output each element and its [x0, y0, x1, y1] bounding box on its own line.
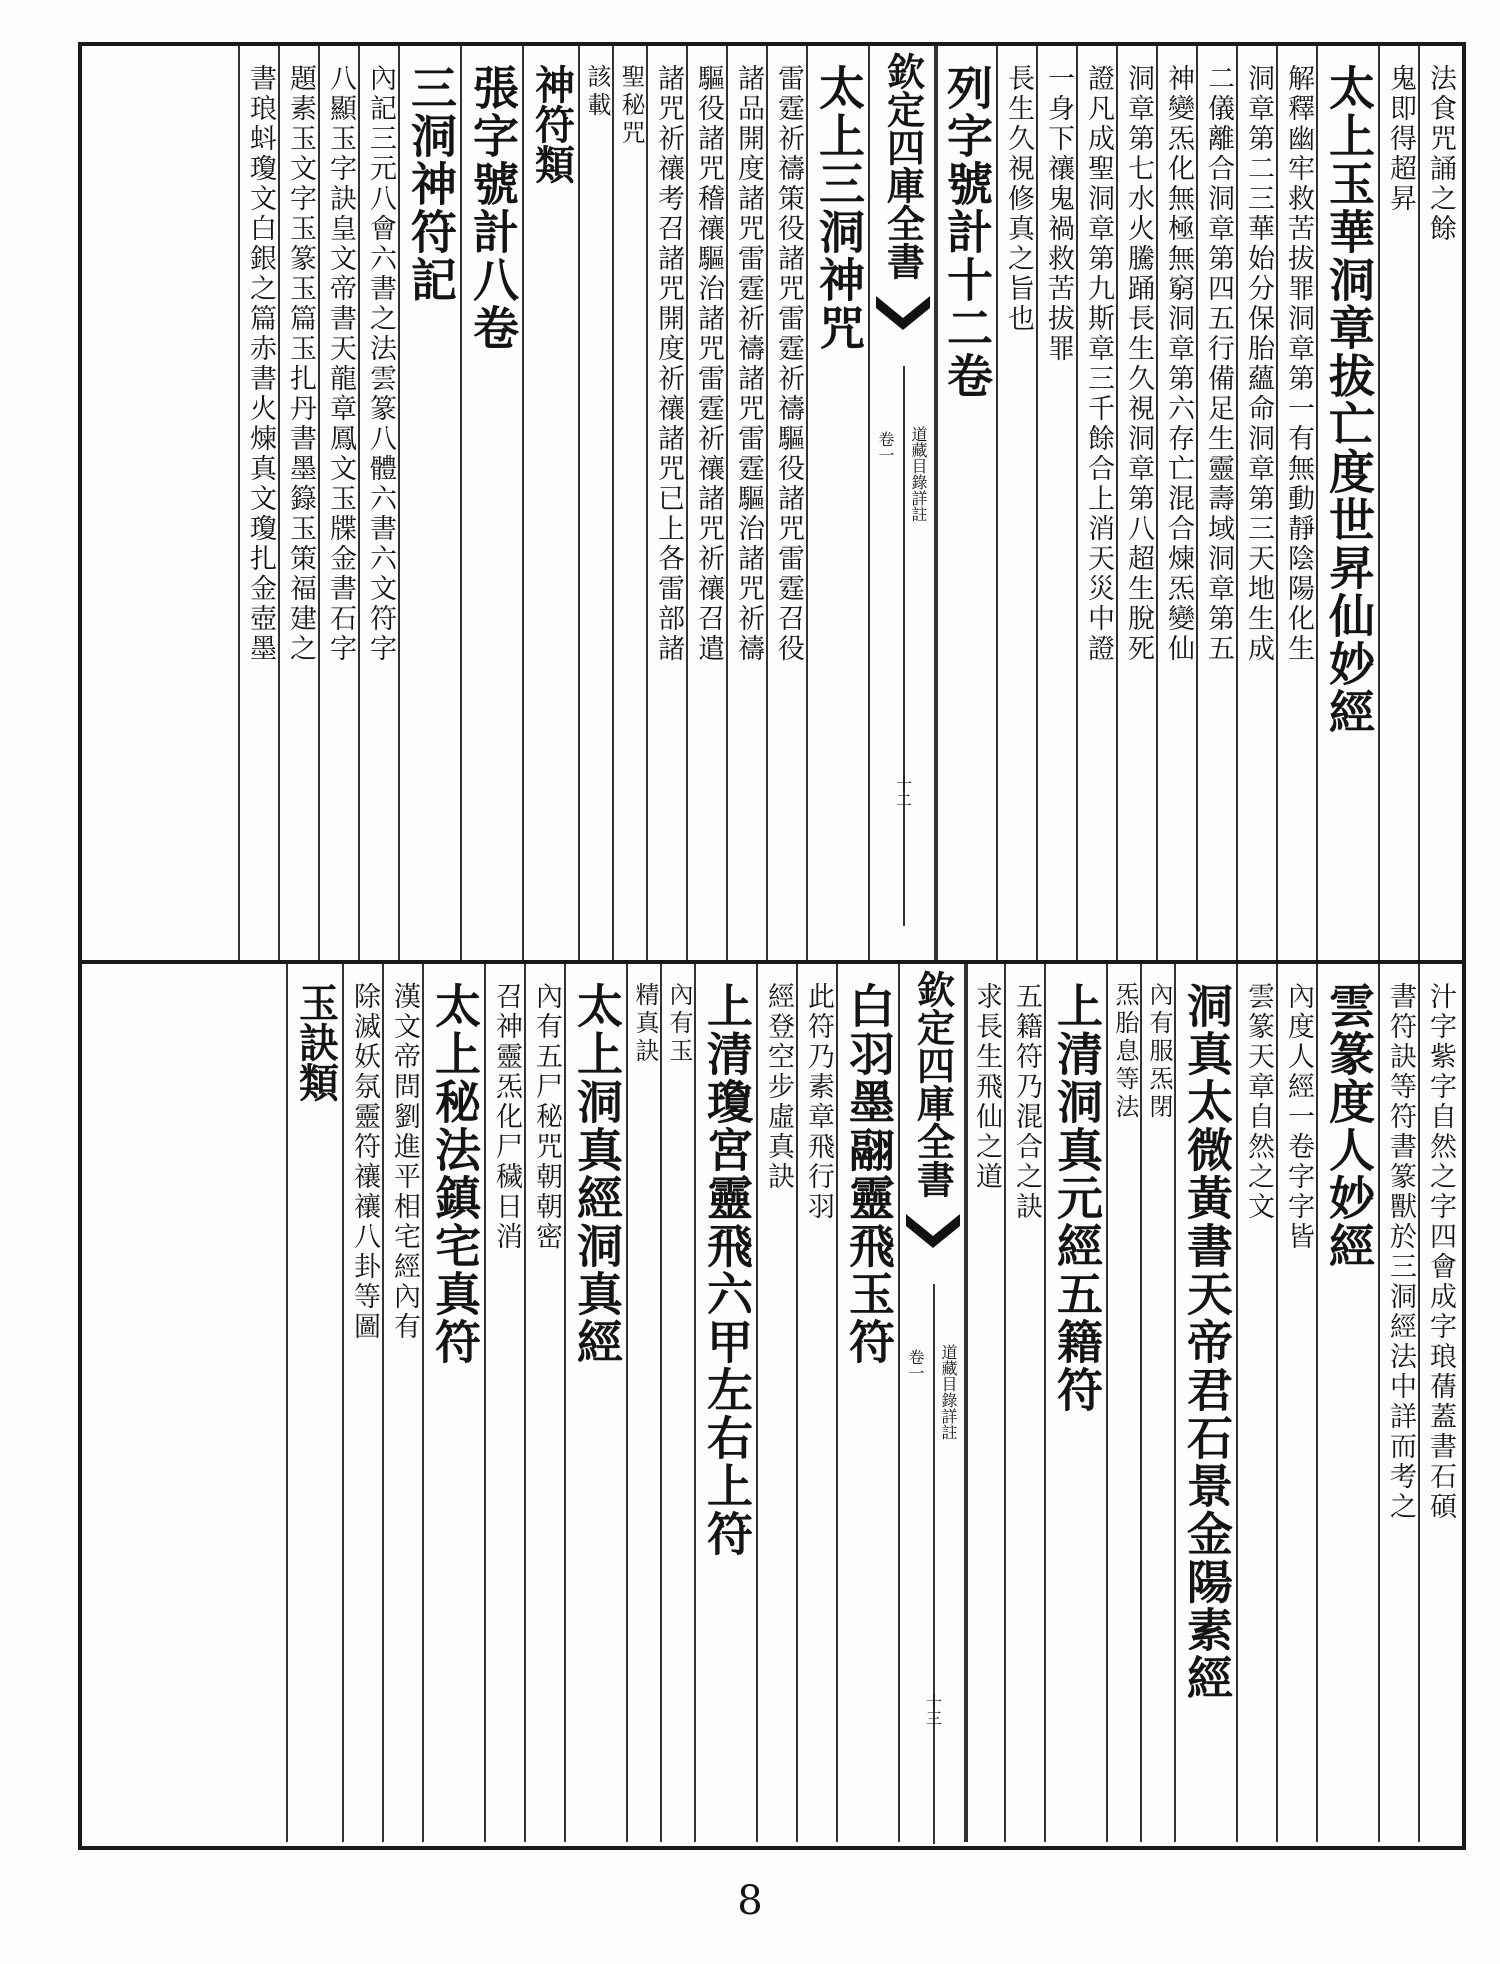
entry-note: 內度人經一卷字字皆 [1283, 982, 1314, 1252]
gutter-rule [933, 1284, 935, 1844]
entry-note: 長生久視修真之旨也 [1003, 64, 1034, 334]
center-gutter [868, 46, 938, 960]
text-column [1316, 46, 1380, 960]
entry-title: 三洞神符記 [404, 64, 458, 304]
sub-title: 道藏目錄詳註 [939, 1344, 958, 1440]
text-column [1116, 46, 1158, 960]
entry-note: 題素玉文字玉篆玉篇玉扎丹書墨籙玉策福建之 [285, 64, 316, 664]
text-column [766, 46, 808, 960]
entry-note: 法食咒誦之餘 [1425, 64, 1456, 244]
juan-label: 卷一 [876, 431, 895, 463]
entry-note: 一身下禳鬼禍救苦拔罪 [1043, 64, 1074, 364]
text-column [358, 46, 400, 960]
entry-title: 白羽墨翮靈飛玉符 [842, 982, 896, 1366]
fishtail-mark-icon [874, 296, 932, 356]
entry-note: 解釋幽牢救苦拔罪洞章第一有無動靜陰陽化生 [1283, 64, 1314, 664]
text-column [756, 964, 798, 1842]
entry-title: 玉訣類 [292, 982, 340, 1102]
entry-note: 炁胎息等法 [1111, 982, 1139, 1122]
text-column [626, 964, 662, 1842]
top-half-page [82, 46, 1458, 960]
bottom-half-page [82, 964, 1458, 1842]
text-column [1236, 964, 1278, 1842]
book-title: 欽定四庫全書 [910, 970, 956, 1198]
text-column [524, 964, 566, 1842]
entry-note: 聖秘咒 [617, 64, 645, 148]
text-column [382, 964, 424, 1842]
entry-title: 太上秘法鎮宅真符 [428, 982, 482, 1366]
entry-title: 太上三洞神咒 [812, 64, 866, 352]
book-title: 欽定四庫全書 [880, 52, 926, 280]
text-column [1140, 964, 1176, 1842]
entry-note: 書琅蚪瓊文白銀之篇赤書火煉真文瓊扎金壺墨 [245, 64, 276, 664]
fishtail-mark-icon [904, 1214, 962, 1274]
entry-note: 驅役諸咒稽禳驅治諸咒雷霆祈禳諸咒祈禳召遣 [693, 64, 724, 664]
entry-note: 召神靈炁化尸穢日消 [491, 982, 522, 1252]
juan-label: 卷一 [906, 1349, 925, 1381]
text-column [1174, 964, 1238, 1842]
entry-title: 洞真太微黃書天帝君石景金陽素經 [1180, 982, 1234, 1702]
text-column [1378, 964, 1420, 1842]
entry-note: 精真訣 [631, 982, 659, 1066]
entry-title: 上清洞真元經五籍符 [1050, 982, 1104, 1414]
text-column [1418, 964, 1460, 1842]
text-column [796, 964, 838, 1842]
entry-note: 汁字紫字自然之字四會成字琅蒨蓋書石碩 [1425, 982, 1456, 1522]
text-column [1156, 46, 1198, 960]
text-column [484, 964, 526, 1842]
entry-note: 神變炁化無極無窮洞章第六存亡混合煉炁變仙 [1163, 64, 1194, 664]
text-column [318, 46, 360, 960]
page-number: 8 [737, 1878, 763, 1924]
entry-note: 證凡成聖洞章第九斯章三千餘合上消天災中證 [1083, 64, 1114, 664]
entry-note: 內有玉 [665, 982, 693, 1066]
entry-note: 此符乃素章飛行羽 [803, 982, 834, 1222]
text-column [1004, 964, 1046, 1842]
text-column [286, 964, 344, 1842]
entry-note: 五籍符乃混合之訣 [1011, 982, 1042, 1222]
text-column [398, 46, 462, 960]
entry-title: 列字號計十二卷 [940, 64, 994, 400]
entry-note: 內記三元八會六書之法雲篆八體六書六文符字 [365, 64, 396, 664]
entry-note: 漢文帝問劉進平相宅經內有 [389, 982, 420, 1342]
entry-note: 二儀離合洞章第四五行備足生靈壽域洞章第五 [1203, 64, 1234, 664]
entry-note: 諸品開度諸咒雷霆祈禱諸咒雷霆驅治諸咒祈禱 [733, 64, 764, 664]
text-column [612, 46, 648, 960]
text-column [726, 46, 768, 960]
text-column [1106, 964, 1142, 1842]
entry-note: 鬼即得超昇 [1385, 64, 1416, 214]
text-column [1316, 964, 1380, 1842]
entry-note: 洞章第二三華始分保胎蘊命洞章第三天地生成 [1243, 64, 1274, 664]
text-column [1044, 964, 1108, 1842]
gutter-rule [903, 366, 905, 926]
text-column [964, 964, 1006, 1842]
entry-title: 神符類 [528, 64, 576, 184]
text-column [460, 46, 524, 960]
entry-title: 太上玉華洞章拔亡度世昇仙妙經 [1322, 64, 1376, 736]
text-column [1378, 46, 1420, 960]
text-column [806, 46, 870, 960]
text-column [238, 46, 280, 960]
entry-title: 太上洞真經洞真經 [570, 982, 624, 1366]
text-column [422, 964, 486, 1842]
entry-note: 雲篆天章自然之文 [1243, 982, 1274, 1222]
text-column [934, 46, 998, 960]
entry-note: 該載 [583, 64, 611, 120]
entry-note: 雷霆祈禱策役諸咒雷霆祈禱驅役諸咒雷霆召役 [773, 64, 804, 664]
center-gutter [898, 964, 968, 1842]
text-column [660, 964, 696, 1842]
text-column [836, 964, 900, 1842]
entry-title: 上清瓊宮靈飛六甲左右上符 [700, 982, 754, 1558]
entry-note: 經登空步虛真訣 [763, 982, 794, 1192]
text-column [278, 46, 320, 960]
text-column [342, 964, 384, 1842]
leaf-number: 十二 [893, 776, 913, 808]
entry-note: 內有五尸秘咒朝朝密 [531, 982, 562, 1252]
text-column [522, 46, 580, 960]
entry-note: 諸咒祈禳考召諸咒開度祈禳諸咒已上各雷部諸 [653, 64, 684, 664]
text-column [1196, 46, 1238, 960]
entry-note: 內有服炁閉 [1145, 982, 1173, 1122]
text-column [578, 46, 614, 960]
text-column [564, 964, 628, 1842]
text-column [1418, 46, 1460, 960]
entry-note: 洞章第七水火騰踊長生久視洞章第八超生脫死 [1123, 64, 1154, 664]
entry-note: 除滅妖氛靈符禳禳八卦等圖 [349, 982, 380, 1342]
text-column [1276, 964, 1318, 1842]
text-column [694, 964, 758, 1842]
text-column [996, 46, 1038, 960]
text-column [1276, 46, 1318, 960]
entry-title: 雲篆度人妙經 [1322, 982, 1376, 1270]
entry-note: 求長生飛仙之道 [971, 982, 1002, 1192]
sub-title: 道藏目錄詳註 [909, 426, 928, 522]
text-column [1236, 46, 1278, 960]
entry-note: 八顯玉字訣皇文帝書天龍章鳳文玉牒金書石字 [325, 64, 356, 664]
entry-note: 書符訣等符書篆獸於三洞經法中詳而考之 [1385, 982, 1416, 1522]
entry-title: 張字號計八卷 [466, 64, 520, 352]
text-column [646, 46, 688, 960]
text-column [1036, 46, 1078, 960]
text-column [1076, 46, 1118, 960]
leaf-number: 十三 [923, 1694, 943, 1726]
text-column [686, 46, 728, 960]
